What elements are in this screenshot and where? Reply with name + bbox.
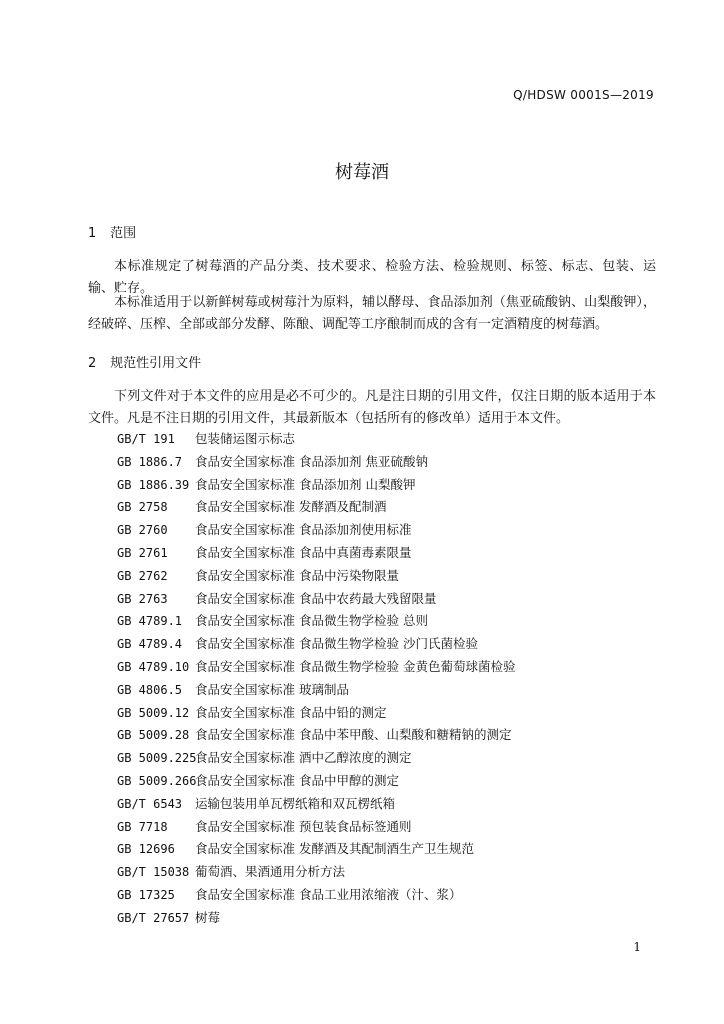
reference-item (117, 610, 677, 633)
reference-title: 食品安全国家标准 食品中农药最大残留限量 (195, 590, 437, 606)
reference-title: 食品安全国家标准 食品中苯甲酸、山梨酸和糖精钠的测定 (195, 727, 512, 743)
reference-item (117, 588, 677, 611)
document-title: 树莓酒 (335, 162, 389, 183)
reference-title: 食品安全国家标准 食品中真菌毒素限量 (195, 544, 412, 560)
section-title: 范围 (110, 226, 137, 241)
reference-item (117, 770, 677, 793)
scope-paragraph-1: 本标准规定了树莓酒的产品分类、技术要求、检验方法、检验规则、标签、标志、包装、运输、贮存。 (88, 259, 656, 296)
reference-code: GB 1886.7 (117, 454, 183, 469)
reference-code: GB/T 6543 (117, 796, 183, 811)
reference-title: 食品安全国家标准 食品添加剂 焦亚硫酸钠 (195, 453, 428, 469)
reference-item (117, 451, 677, 474)
reference-item (117, 861, 677, 884)
reference-item (117, 679, 677, 702)
reference-item (117, 816, 677, 839)
reference-code: GB 7718 (117, 819, 168, 834)
reference-title: 食品安全国家标准 食品微生物学检验 金黄色葡萄球菌检验 (195, 658, 516, 674)
reference-title: 葡萄酒、果酒通用分析方法 (195, 864, 346, 880)
reference-code: GB 5009.12 (117, 705, 190, 720)
reference-code: GB 2758 (117, 500, 168, 515)
reference-title: 食品安全国家标准 食品中铅的测定 (195, 704, 387, 720)
reference-item (117, 702, 677, 725)
reference-title: 食品安全国家标准 食品添加剂使用标准 (195, 522, 412, 538)
reference-list (117, 428, 677, 930)
section-number: 1 (88, 226, 97, 241)
page-number: 1 (633, 940, 641, 954)
reference-title: 食品安全国家标准 食品中甲醇的测定 (195, 772, 399, 788)
reference-code: GB 4789.1 (117, 614, 183, 629)
section-number: 2 (88, 356, 97, 371)
reference-code: GB/T 15038 (117, 865, 190, 880)
reference-item (117, 428, 677, 451)
reference-code: GB/T 27657 (117, 910, 190, 925)
reference-item (117, 656, 677, 679)
section-heading-scope (88, 222, 136, 241)
reference-code: GB 2761 (117, 545, 168, 560)
reference-code: GB 2760 (117, 523, 168, 538)
reference-title: 食品安全国家标准 食品工业用浓缩液（汁、浆） (195, 886, 462, 902)
reference-code: GB 1886.39 (117, 477, 190, 492)
reference-title: 食品安全国家标准 食品微生物学检验 总则 (195, 613, 428, 629)
reference-code: GB 2763 (117, 591, 168, 606)
reference-item (117, 542, 677, 565)
reference-code: GB 12696 (117, 842, 175, 857)
references-intro-paragraph: 下列文件对于本文件的应用是必不可少的。凡是注日期的引用文件，仅注日期的版本适用于本文件。凡是不注日期的引用文件，其最新版本（包括所有的修改单）适用于本文件。 (88, 389, 656, 426)
reference-item (117, 565, 677, 588)
document-code: Q/HDSW 0001S—2019 (513, 88, 654, 102)
reference-item (117, 633, 677, 656)
reference-code: GB/T 191 (117, 432, 175, 446)
reference-code: GB 5009.266 (117, 773, 197, 788)
reference-title: 食品安全国家标准 食品微生物学检验 沙门氏菌检验 (195, 636, 478, 652)
reference-title: 食品安全国家标准 发酵酒及其配制酒生产卫生规范 (195, 841, 474, 857)
scope-paragraph-2: 本标准适用于以新鲜树莓或树莓汁为原料，辅以酵母、食品添加剂（焦亚硫酸钠、山梨酸钾），经破碎、压榨、全部或部分发酵、陈酿、调配等工序酿制而成的含有一定酒精度的树莓酒。 (88, 295, 656, 332)
section-heading-normative-references (88, 352, 201, 371)
reference-code: GB 5009.28 (117, 728, 190, 743)
reference-item (117, 907, 677, 930)
reference-item (117, 838, 677, 861)
reference-item (117, 724, 677, 747)
reference-title: 运输包装用单瓦楞纸箱和双瓦楞纸箱 (195, 795, 396, 811)
reference-title: 食品安全国家标准 酒中乙醇浓度的测定 (195, 750, 412, 766)
section-title: 规范性引用文件 (110, 356, 202, 371)
reference-code: GB 5009.225 (117, 751, 197, 766)
reference-code: GB 4806.5 (117, 682, 183, 697)
reference-title: 食品安全国家标准 食品中污染物限量 (195, 567, 399, 583)
reference-item (117, 884, 677, 907)
reference-title: 食品安全国家标准 预包装食品标签通则 (195, 818, 412, 834)
reference-title: 包装储运图示标志 (195, 431, 296, 446)
reference-item (117, 747, 677, 770)
reference-item (117, 474, 677, 497)
reference-item (117, 519, 677, 542)
reference-title: 食品安全国家标准 玻璃制品 (195, 681, 349, 697)
reference-item (117, 793, 677, 816)
reference-item (117, 496, 677, 519)
reference-title: 树莓 (195, 909, 221, 925)
reference-code: GB 4789.10 (117, 659, 190, 674)
reference-code: GB 2762 (117, 568, 168, 583)
reference-code: GB 4789.4 (117, 637, 183, 652)
reference-title: 食品安全国家标准 发酵酒及配制酒 (195, 499, 387, 515)
reference-code: GB 17325 (117, 887, 175, 902)
reference-title: 食品安全国家标准 食品添加剂 山梨酸钾 (195, 476, 416, 492)
